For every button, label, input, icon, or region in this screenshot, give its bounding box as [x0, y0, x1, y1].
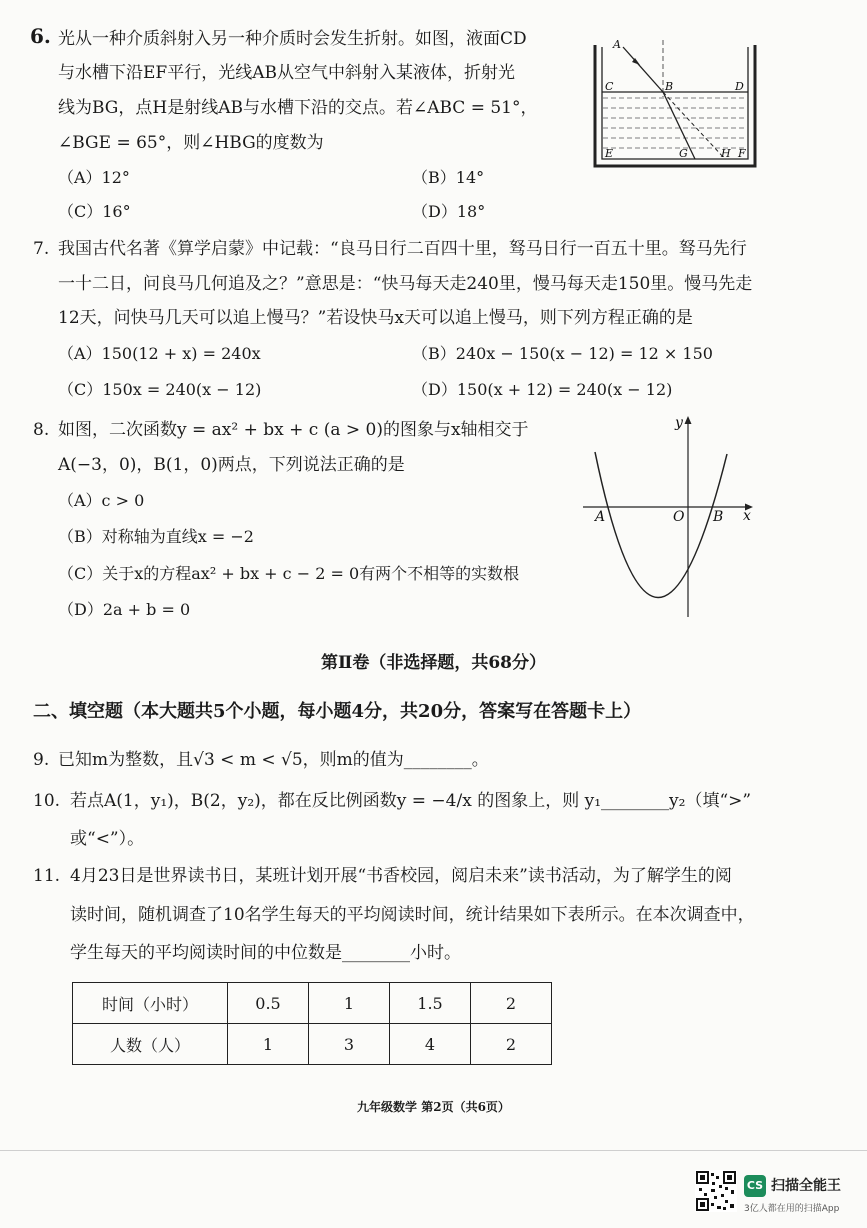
parabola-graph [575, 412, 760, 622]
q7-option-c: （C）150x = 240(x − 12) [58, 380, 262, 399]
ray-ab [623, 47, 663, 92]
table-cell: 1 [309, 983, 390, 1024]
table-cell: 0.5 [228, 983, 309, 1024]
label-h: H [721, 147, 731, 160]
q10-text-line: 若点A(1，y₁)，B(2，y₂)，都在反比例函数y = −4/x 的图象上，则 y₁________y₂（填“>” [70, 791, 752, 811]
q6-option-b: （B）14° [412, 168, 485, 187]
question-number: 9. [33, 750, 50, 770]
question-number: 10. [33, 791, 61, 811]
point-b-label: B [713, 509, 724, 525]
q8-option-b: （B）对称轴为直线x = −2 [58, 527, 254, 546]
x-axis-label: x [743, 508, 751, 524]
table-cell: 时间（小时） [73, 983, 228, 1024]
table-cell: 3 [309, 1024, 390, 1065]
q7-text-line: 12天，问快马几天可以追上慢马？”若设快马x天可以追上慢马，则下列方程正确的是 [58, 308, 693, 328]
question-number: 11. [33, 866, 61, 886]
reading-time-table [72, 982, 552, 1065]
q8-text-line: A(−3，0)，B(1，0)两点，下列说法正确的是 [58, 455, 405, 475]
label-f: F [738, 147, 746, 160]
camscanner-logo: CS [744, 1175, 766, 1197]
point-a-label: A [595, 509, 606, 525]
page-footer: 九年级数学 第2页（共6页） [357, 1100, 510, 1114]
q8-option-a: （A）c > 0 [58, 491, 145, 510]
table-cell: 人数（人） [73, 1024, 228, 1065]
y-axis-label: y [675, 415, 683, 431]
label-d: D [735, 80, 744, 93]
q7-text-line: 一十二日，问良马几何追及之？”意思是：“快马每天走240里，慢马每天走150里。慢马先走 [58, 274, 753, 294]
q11-text-line: 读时间，随机调查了10名学生每天的平均阅读时间，统计结果如下表所示。在本次调查中， [70, 905, 755, 925]
scanner-slogan: 3亿人都在用的扫描App [744, 1204, 840, 1214]
table-cell: 2 [471, 983, 552, 1024]
q6-option-a: （A）12° [58, 168, 130, 187]
q7-text-line: 我国古代名著《算学启蒙》中记载：“良马日行二百四十里，驽马日行一百五十里。驽马先行 [58, 239, 747, 259]
q6-text-line: ∠BGE = 65°，则∠HBG的度数为 [58, 133, 324, 153]
q8-option-d: （D）2a + b = 0 [58, 600, 191, 619]
q9-text: 已知m为整数，且√3 < m < √5，则m的值为________。 [58, 750, 489, 770]
q6-text-line: 线为BG，点H是射线AB与水槽下沿的交点。若∠ABC = 51°， [58, 98, 538, 118]
q6-text-line: 与水槽下沿EF平行，光线AB从空气中斜射入某液体，折射光 [58, 63, 515, 83]
table-cell: 1.5 [390, 983, 471, 1024]
q7-option-a: （A）150(12 + x) = 240x [58, 344, 261, 363]
q6-text-line: 光从一种介质斜射入另一种介质时会发生折射。如图，液面CD [58, 29, 527, 49]
label-g: G [679, 147, 688, 160]
part2-title: 第Ⅱ卷（非选择题，共68分） [321, 653, 546, 673]
label-a: A [613, 38, 621, 51]
qr-code-icon [695, 1170, 737, 1212]
question-number: 8. [33, 420, 50, 440]
q11-text-line: 4月23日是世界读书日，某班计划开展“书香校园，阅启未来”读书活动，为了解学生的阅 [70, 866, 732, 886]
page-divider [0, 1150, 867, 1151]
q10-text-line: 或“<”）。 [70, 829, 145, 849]
question-number: 6. [30, 24, 51, 48]
y-axis-arrow [685, 416, 692, 424]
table-row [73, 1024, 552, 1065]
q6-option-c: （C）16° [58, 202, 131, 221]
label-e: E [605, 147, 614, 160]
parabola-curve [595, 452, 727, 598]
section2-title: 二、填空题（本大题共5个小题，每小题4分，共20分，答案写在答题卡上） [33, 701, 642, 722]
ray-bh-extension [663, 92, 725, 159]
table-cell: 2 [471, 1024, 552, 1065]
question-number: 7. [33, 239, 50, 259]
q8-option-c: （C）关于x的方程ax² + bx + c − 2 = 0有两个不相等的实数根 [58, 564, 520, 583]
q7-option-d: （D）150(x + 12) = 240(x − 12) [412, 380, 673, 399]
q11-text-line: 学生每天的平均阅读时间的中位数是________小时。 [70, 943, 461, 963]
q6-option-d: （D）18° [412, 202, 486, 221]
q8-text-line: 如图，二次函数y = ax² + bx + c (a > 0)的图象与x轴相交于 [58, 420, 529, 440]
q7-option-b: （B）240x − 150(x − 12) = 12 × 150 [412, 344, 713, 363]
table-cell: 4 [390, 1024, 471, 1065]
tank-inner-wall [602, 47, 748, 159]
origin-label: O [673, 509, 685, 525]
label-c: C [605, 80, 614, 93]
water-tank-figure [585, 35, 765, 170]
scanner-app-name: 扫描全能王 [771, 1178, 841, 1194]
label-b: B [665, 80, 674, 93]
tank-hatching [603, 98, 747, 148]
table-row [73, 983, 552, 1024]
table-cell: 1 [228, 1024, 309, 1065]
